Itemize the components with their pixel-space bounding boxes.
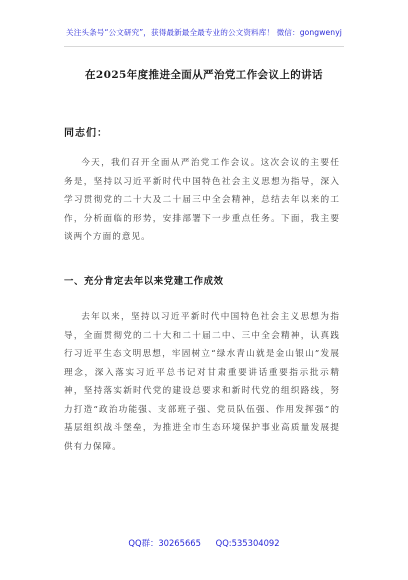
document-title: 在2025年度推进全面从严治党工作会议上的讲话: [85, 69, 323, 81]
header-notice: 关注头条号“公文研究”，获得最新最全最专业的公文资料库！ 微信：gongwenyj: [66, 28, 342, 37]
intro-paragraph: 今天，我们召开全面从严治党工作会议。这次会议的主要任务是，坚持以习近平新时代中国特色社会主义思想为指导，深入学习贯彻党的二十大及二十届三中全会精神，总结去年以来的工作，分析面临的形势，安排部署下一步重点任务。下面，我主要谈两个方面的意见。: [64, 158, 340, 242]
footer-qq-number: QQ:535304092: [215, 538, 280, 548]
section-heading: 一、充分肯定去年以来党建工作成效: [64, 276, 224, 287]
footer-contact: [0, 537, 408, 549]
header-divider: [64, 46, 344, 47]
footer-qq-group: QQ群：30265665: [128, 538, 201, 548]
salutation: 同志们：: [64, 128, 108, 139]
section-paragraph: 去年以来，坚持以习近平新时代中国特色社会主义思想为指导，全面贯彻党的二十大和二十届二中、三中全会精神，认真践行习近平生态文明思想，牢固树立“绿水青山就是金山银山”发展理念，深入落实习近平总书记对甘肃重要讲话重要指示批示精神，坚持落实新时代党的建设总要求和新时代党的组织路线，努力打造“政治功能强、支部班子强、党员队伍强、作用发挥强”的基层组织战斗堡垒，为推进全市生态环境保护事业高质量发展提供有力保障。: [64, 312, 340, 452]
